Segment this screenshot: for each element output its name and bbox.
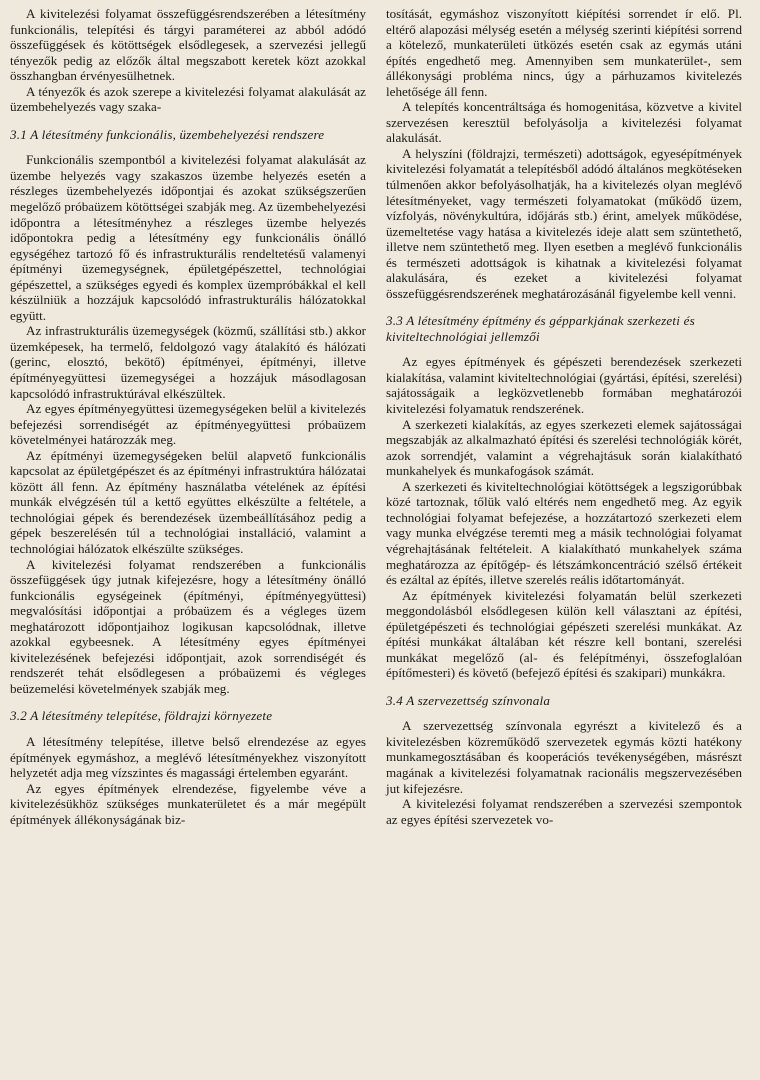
section-3-3-paragraph: Az egyes építmények és gépészeti berendezések szerkezeti kialakítása, valamint kiviteltechnológiai (gyártási, építési, szerelési) sajátosságaik a legközvetlenebb formában meghatározói kivitelezési folyamatuk rendszerének. bbox=[386, 354, 742, 417]
left-column bbox=[10, 6, 366, 1080]
right-column bbox=[386, 6, 742, 1080]
section-3-1-paragraph: Az építményi üzemegységeken belül alapvető funkcionális kapcsolat az épületgépészet és az építményi infrastruktúra hálózatai között áll fenn. Az építmény használatba vételének az építési munkák elvégzésén túl a kettő együttes elkészülte a feltétele, a technológiai gépek és berendezések üzembeállításához pedig a gépek beszerelésén túl a technológiai installáció, valamint a technológiai hálózatok elkészülte szükséges. bbox=[10, 447, 366, 556]
section-3-1-paragraph: Az egyes építményegyüttesi üzemegységeken belül a kivitelezés befejezési sorrendiségét az építményegyüttesi próbaüzem követelményei határozzák meg. bbox=[10, 401, 366, 448]
intro-paragraph-1: A kivitelezési folyamat összefüggésrendszerében a létesítmény funkcionális, telepítési és tárgyi paraméterei az abból adódó összefüggések és kötöttségek elsődlegesek, a szervezési jellegű tényezők pedig az előzők által megszabott keretek közt azokkal összhangban érvényesülhetnek. bbox=[10, 6, 366, 84]
intro-paragraph-2: A tényezők és azok szerepe a kivitelezési folyamat alakulását az üzembehelyezés vagy szaka- bbox=[10, 83, 366, 115]
section-3-1-paragraph: Funkcionális szempontból a kivitelezési folyamat alakulását az üzembe helyezés vagy szakaszos üzembe helyezés esetén a részleges üzembehelyezés időpontjai és azokat szükségszerűen megelőző próbaüzem kötöttségei szabják meg. Az üzembehelyezési időpontra a létesítményhez a részleges üzembe helyezés időpontokra pedig a létesítmény egy funkcionális önálló egységéhez tartozó fő és infrastrukturális rendeltetésű valamenyi építményi üzemegységnek, épületgépészettel, technológiai gépészettel, a szükséges egyedi és komplex üzempróbákkal el kell készülniük a hozzájuk kapcsolódó infrastrukturális hálózatokkal együtt. bbox=[10, 152, 366, 323]
section-3-3-paragraph: Az építmények kivitelezési folyamatán belül szerkezeti meggondolásból elsődlegesen külön kell választani az építési, épületgépészeti és technológiai gépészeti szerelési munkákat. Az építési munkákat általában két részre kell bontani, szerelési munkákat megelőző (al- és felépítményi, összefoglalóan építőmesteri) és követő (befejező építési és szakipari) munkákra. bbox=[386, 587, 742, 681]
continuation-paragraph: A telepítés koncentráltsága és homogenitása, közvetve a kivitel szervezésen keresztül befolyásolja a kivitelezési folyamat alakulását. bbox=[386, 99, 742, 146]
section-3-1-paragraph: Az infrastrukturális üzemegységek (közmű, szállítási stb.) akkor üzemképesek, ha termelő, feldolgozó vagy átalakító és hálózati (gerinc, elosztó, bekötő) építményei, építményi, illetve építményegyüttesi üzemegységei a hozzájuk másodlagosan kapcsolódó infrastruktúrával elkészültek. bbox=[10, 323, 366, 401]
section-3-2-paragraph: Az egyes építmények elrendezése, figyelembe véve a kivitelezésükhöz szükséges munkaterületet és a már megépült építmények állékonyságának biz- bbox=[10, 780, 366, 827]
section-3-2-paragraph: A létesítmény telepítése, illetve belső elrendezése az egyes építmények egymáshoz, a meglévő létesítményekhez viszonyított helyzetét adja meg vízszintes és magassági értelemben egyaránt. bbox=[10, 733, 366, 781]
continuation-paragraph: tosítását, egymáshoz viszonyított kiépítési sorrendet ír elő. Pl. eltérő alapozási mélység esetén a mélység szerinti kiépítési sorrend a kötelező, munkaterületi ütközés esetén csak az egymás utáni építés engedhető meg. Amennyiben sem munkaterület-, sem állékonysági probléma nincs, úgy a párhuzamos kivitelezés lehetősége áll fenn. bbox=[386, 6, 742, 99]
section-3-4-paragraph: A szervezettség színvonala egyrészt a kivitelező és a kivitelezésben közreműködő szervezetek egymás közti hatékony munkamegosztásában és kooperációs tevékenységében, másrészt magának a kivitelezési folyamatnak racionális megszervezésében jut kifejezésre. bbox=[386, 718, 742, 796]
continuation-paragraph: A helyszíni (földrajzi, természeti) adottságok, egyesépítmények kivitelezési folyamatát a telepítésből adódó általános megkötéseken túlmenően akkor befolyásolhatják, ha a kivitelezés olyan meglévő létesítményeket, vagy természeti folyamatokat (működő üzem, vízfolyás, növénykultúra, időjárás stb.) érint, amelyek működése, üzemeltetése vagy hatása a kivitelezés ideje alatt sem szüntethető, illetve nem szüntethető meg. Ilyen esetben a meglévő funkcionális és természeti adottságok is kihatnak a kivitelezési folyamat alakulására, és ezeket a kivitelezési folyamat összefüggésrendszerének meghatározásánál figyelembe kell venni. bbox=[386, 145, 742, 301]
section-3-1-heading: 3.1 A létesítmény funkcionális, üzembehelyezési rendszere bbox=[10, 126, 325, 142]
section-3-3-paragraph: A szerkezeti és kiviteltechnológiai kötöttségek a legszigorúbbak közé tartoznak, tőlük való eltérés nem engedhető meg. Az egyik technológiai folyamat befejezése, a hozzátartozó szerkezeti elem vagy munka elvégzése teremti meg a másik technológiai folyamat végrehajtásának feltételeit. A kialakítható munkahelyek száma meghatározza az építőgép- és létszámkoncentráció szélső értékeit és ezáltal az építés, illetve szerelés reális időtartományát. bbox=[386, 478, 742, 588]
section-3-3-heading: 3.3 A létesítmény építmény és gépparkjának szerkezeti és kiviteltechnológiai jellemzői bbox=[386, 313, 695, 344]
section-3-4-heading: 3.4 A szervezettség színvonala bbox=[386, 692, 551, 708]
section-3-1-paragraph: A kivitelezési folyamat rendszerében a funkcionális összefüggések úgy jutnak kifejezésre, hogy a létesítmény önálló funkcionális egységeinek (építményi, építményegyüttesi) megvalósítási időpontjai a próbaüzem és a végleges üzem meghatározott időpontjaihoz logikusan kapcsolódnak, illetve azokkal egybeesnek. A létesítmény egyes építményei kivitelezésének befejezési időpontjait, azok sorrendiségét és rendszerét tehát elsődlegesen a próbaüzemi és végleges beüzemelési követelmények szabják meg. bbox=[10, 556, 366, 696]
section-3-4-paragraph: A kivitelezési folyamat rendszerében a szervezési szempontok az egyes építési szervezetek vo- bbox=[386, 796, 742, 827]
section-3-2-heading: 3.2 A létesítmény telepítése, földrajzi környezete bbox=[10, 708, 273, 724]
section-3-3-paragraph: A szerkezeti kialakítás, az egyes szerkezeti elemek sajátosságai megszabják az alkalmazható építési és szerelési technológiák körét, azok sorrendjét, valamint a végrehajtásuk során kialakítható munkahelyek és munkafogások számát. bbox=[386, 416, 742, 479]
